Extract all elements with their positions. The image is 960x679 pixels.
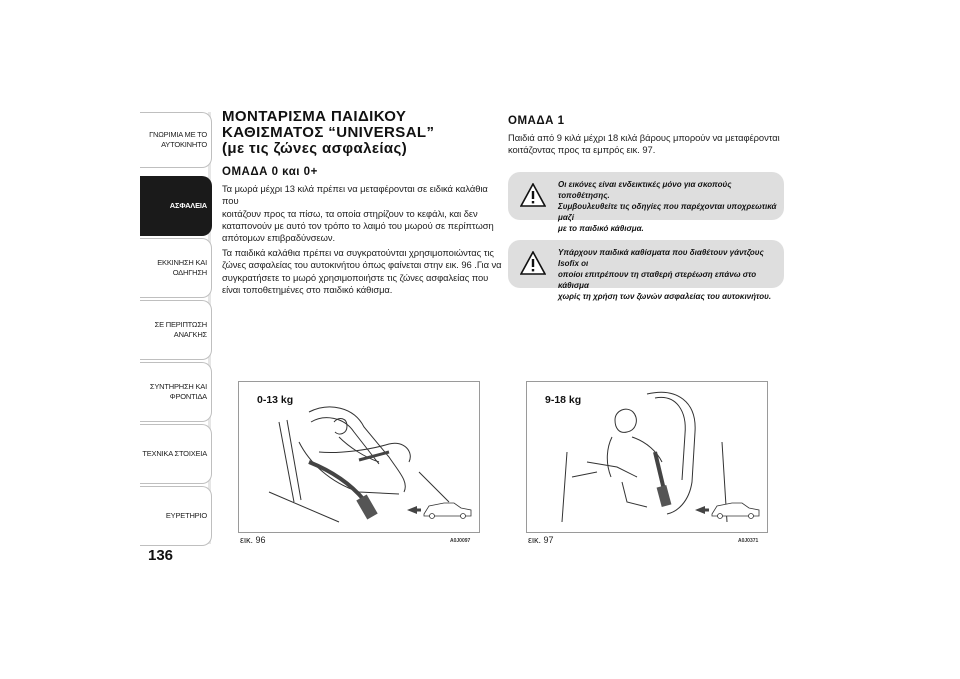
- tab-technical-data[interactable]: [140, 424, 212, 484]
- text-line: ζώνες ασφαλείας του αυτοκινήτου όπως φαίνεται στην εικ. 96 .Για να: [222, 259, 502, 271]
- tab-label: ΕΚΚΙΝΗΣΗ ΚΑΙ ΟΔΗΓΗΣΗ: [157, 258, 207, 277]
- tab-label: ΣΕ ΠΕΡΙΠΤΩΣΗ ΑΝΑΓΚΗΣ: [154, 320, 207, 339]
- warning-icon: [520, 183, 546, 207]
- text-line: κοιτάζουν προς τα πίσω, τα οποία στηρίζουν το κεφάλι, και δεν: [222, 207, 478, 219]
- text-line: είναι τοποθετημένες στο παιδικό κάθισμα.: [222, 283, 393, 295]
- text-line: απότομων επιβραδύνσεων.: [222, 232, 336, 244]
- tab-maintenance[interactable]: [140, 362, 212, 422]
- tab-emergency[interactable]: [140, 300, 212, 360]
- group-1-heading: ΟΜΑΔΑ 1: [508, 115, 565, 127]
- tab-getting-to-know[interactable]: [140, 112, 212, 168]
- figure-97-caption: εικ. 97: [528, 535, 554, 545]
- tab-label: ΣΥΝΤΗΡΗΣΗ ΚΑΙ ΦΡΟΝΤΙΔΑ: [149, 382, 207, 401]
- warning-text: [558, 179, 780, 234]
- title-line: ΚΑΘΙΣΜΑΤΟΣ “UNIVERSAL”: [222, 124, 435, 141]
- text-line: χωρίς τη χρήση των ζωνών ασφαλείας του αυτοκινήτου.: [558, 292, 772, 301]
- child-seat-illustration: [527, 382, 767, 532]
- title-line: ΜΟΝΤΑΡΙΣΜΑ ΠΑΙΔΙΚΟΥ: [222, 108, 407, 125]
- infant-carrier-illustration: [239, 382, 479, 532]
- tab-label: ΓΝΩΡΙΜΙΑ ΜΕ ΤΟ ΑΥΤΟΚΙΝΗΤΟ: [149, 130, 207, 149]
- weight-label: 9-18 kg: [545, 394, 582, 406]
- figure-97: [526, 381, 768, 533]
- page-number: 136: [148, 547, 174, 564]
- figure-96-code: A0J0097: [450, 538, 471, 544]
- tab-label: ΕΥΡΕΤΗΡΙΟ: [165, 511, 207, 520]
- warning-box-1: [508, 172, 784, 233]
- text-line: με το παιδικό κάθισμα.: [558, 224, 644, 233]
- text-line: Οι εικόνες είναι ενδεικτικές μόνο για σκοπούς τοποθέτησης.: [558, 180, 732, 200]
- tab-label: ΤΕΧΝΙΚΑ ΣΤΟΙΧΕΙΑ: [142, 449, 207, 458]
- text-line: Τα μωρά μέχρι 13 κιλά πρέπει να μεταφέρονται σε ειδικά καλάθια που: [222, 183, 488, 207]
- text-line: Συμβουλευθείτε τις οδηγίες που παρέχονται υποχρεωτικά μαζί: [558, 202, 777, 222]
- text-line: οποίοι επιτρέπουν τη σταθερή στερέωση επάνω στο κάθισμα: [558, 270, 757, 290]
- tab-index[interactable]: [140, 486, 212, 546]
- warning-box-2: [508, 240, 784, 301]
- text-line: Τα παιδικά καλάθια πρέπει να συγκρατούνται χρησιμοποιώντας τις: [222, 247, 494, 258]
- tab-starting-driving[interactable]: [140, 238, 212, 298]
- text-line: κοιτάζοντας προς τα εμπρός εικ. 97.: [508, 144, 656, 156]
- text-line: Παιδιά από 9 κιλά μέχρι 18 κιλά βάρους μπορούν να μεταφέρονται: [508, 132, 780, 143]
- group-0-paragraph-2: [222, 247, 502, 296]
- figure-97-code: A0J0371: [738, 538, 759, 544]
- figure-96: [238, 381, 480, 533]
- group-1-paragraph: [508, 132, 798, 157]
- text-line: συγκρατήσετε το μωρό χρησιμοποιήστε τις ζώνες ασφαλείας που: [222, 271, 489, 283]
- text-line: καταπονούν με αυτό τον τρόπο το λαιμό του μωρού σε περίπτωση: [222, 219, 494, 231]
- car-pictogram: [695, 503, 759, 519]
- text-line: Υπάρχουν παιδικά καθίσματα που διαθέτουν γάντζους Isofix οι: [558, 248, 764, 268]
- figure-96-caption: εικ. 96: [240, 535, 266, 545]
- warning-text: [558, 247, 780, 302]
- tab-safety[interactable]: [140, 176, 212, 236]
- tab-label: ΑΣΦΑΛΕΙΑ: [169, 201, 207, 210]
- page-title: [222, 109, 492, 157]
- title-line: (με τις ζώνες ασφαλείας): [222, 140, 408, 157]
- car-pictogram: [407, 503, 471, 519]
- group-0-heading: ΟΜΑΔΑ 0 και 0+: [222, 166, 318, 178]
- group-0-paragraph-1: [222, 183, 502, 244]
- warning-icon: [520, 251, 546, 275]
- weight-label: 0-13 kg: [257, 394, 294, 406]
